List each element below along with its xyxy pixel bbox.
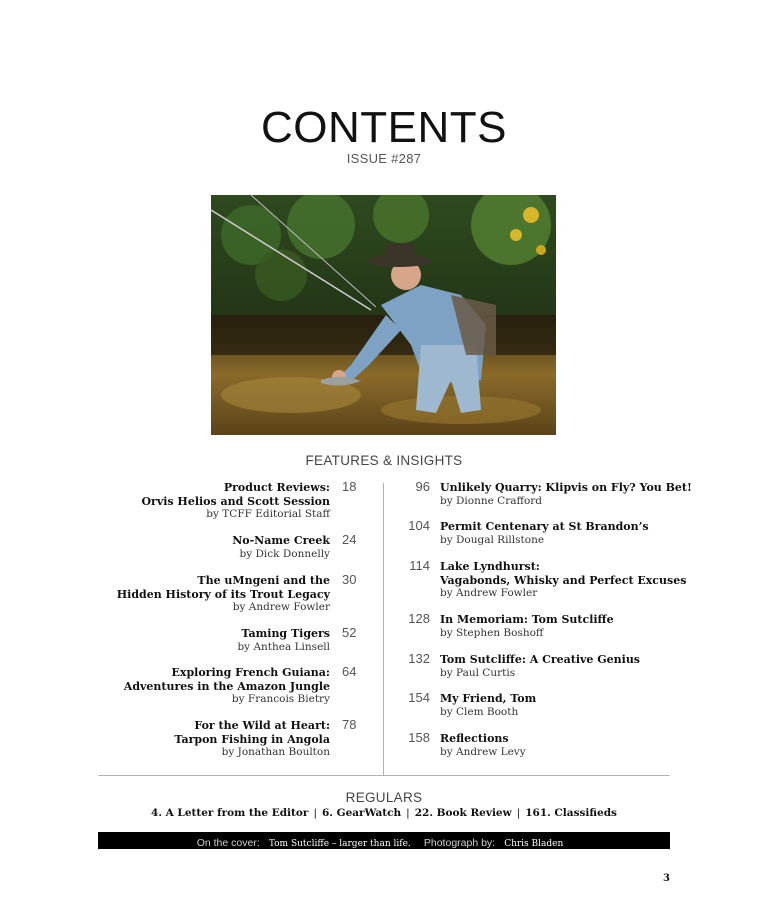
entry-title: Tom Sutcliffe: A Creative Genius [440, 653, 641, 666]
entry-page-number: 132 [408, 651, 430, 666]
entry-byline: by Francois Bietry [231, 693, 330, 705]
entry-page-number: 128 [408, 611, 430, 626]
regular-item-gearwatch[interactable]: 6. GearWatch [321, 807, 402, 819]
regular-item-book-review[interactable]: 22. Book Review [414, 807, 512, 819]
entry-title: Taming Tigers [241, 627, 330, 640]
entry-title: The uMngeni and the Hidden History of its Trout Legacy [116, 574, 330, 601]
entry-page-number: 158 [408, 730, 430, 745]
cover-credit-bar [98, 832, 670, 849]
entry-byline: by Paul Curtis [440, 666, 516, 679]
regulars-list [0, 807, 768, 819]
fly-fisherman-photo-illustration [211, 195, 556, 435]
cover-label: On the cover: [196, 837, 260, 849]
regulars-separator: | [406, 807, 410, 819]
entry-byline: by Jonathan Boulton [221, 746, 330, 758]
entry-byline: by Andrew Fowler [440, 587, 538, 599]
entry-byline: by Anthea Linsell [237, 640, 330, 653]
entry-title: Lake Lyndhurst: Vagabonds, Whisky and Perfect Excuses [440, 560, 687, 587]
entry-byline: by Dick Donnelly [239, 547, 330, 560]
entry-page-number: 64 [342, 664, 357, 679]
entry-title: Permit Centenary at St Brandon’s [440, 520, 649, 533]
issue-number: ISSUE #287 [346, 151, 422, 166]
entry-byline: by Dougal Rillstone [440, 533, 545, 546]
entry-title: Unlikely Quarry: Klipvis on Fly? You Bet! [440, 481, 692, 494]
entry-title: Exploring French Guiana: Adventures in the Amazon Jungle [123, 666, 330, 693]
features-heading: FEATURES & INSIGHTS [305, 453, 463, 468]
entry-byline: by Stephen Boshoff [440, 626, 544, 639]
regular-item-letter-from-editor[interactable]: 4. A Letter from the Editor [151, 807, 309, 819]
entry-page-number: 114 [409, 558, 430, 573]
entry-page-number: 78 [342, 717, 357, 732]
entry-title: Product Reviews: Orvis Helios and Scott Session [141, 481, 330, 508]
entry-byline: by TCFF Editorial Staff [206, 508, 330, 520]
entry-page-number: 52 [342, 625, 357, 640]
entry-page-number: 96 [415, 479, 430, 494]
regulars-separator: | [516, 807, 521, 819]
entry-page-number: 18 [342, 479, 357, 494]
entry-byline: by Andrew Fowler [232, 601, 330, 613]
section-divider [98, 775, 670, 776]
entry-title: My Friend, Tom [440, 692, 537, 705]
photo-credit-label: Photograph by: [423, 837, 496, 849]
entry-page-number: 104 [408, 518, 430, 533]
regulars-separator: | [313, 807, 317, 819]
entry-page-number: 24 [342, 532, 357, 547]
entry-byline: by Clem Booth [440, 705, 519, 718]
entry-title: For the Wild at Heart: Tarpon Fishing in Angola [174, 719, 330, 746]
entry-byline: by Dionne Crafford [440, 494, 543, 507]
entry-title: Reflections [440, 732, 509, 745]
entry-byline: by Andrew Levy [440, 745, 526, 758]
regulars-heading: REGULARS [345, 790, 423, 805]
photo-credit-name: Chris Bladen [504, 839, 564, 849]
entry-page-number: 30 [342, 572, 357, 587]
regular-item-classifieds[interactable]: 161. Classifieds [525, 807, 617, 819]
page-title: CONTENTS [261, 103, 507, 152]
cover-caption: Tom Sutcliffe – larger than life. [268, 839, 411, 849]
page-number: 3 [663, 873, 670, 884]
cover-photo [211, 195, 556, 435]
entry-title: No-Name Creek [232, 534, 330, 547]
entry-title: In Memoriam: Tom Sutcliffe [440, 613, 614, 626]
entry-page-number: 154 [408, 690, 430, 705]
